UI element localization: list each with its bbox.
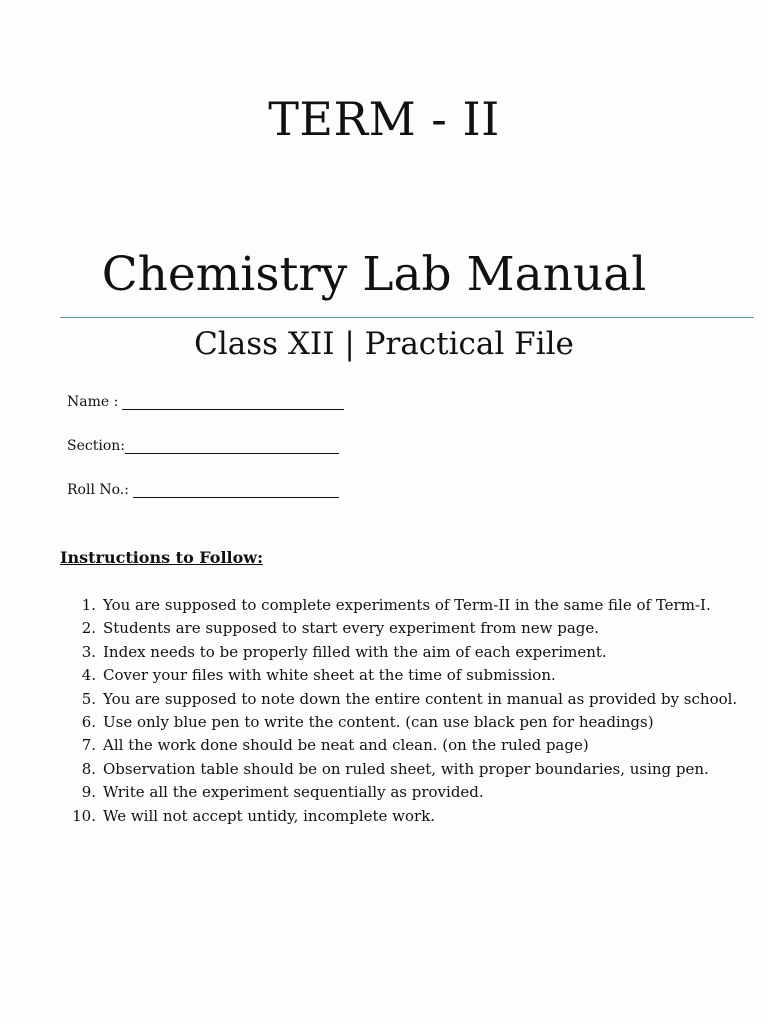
list-item-text: Observation table should be on ruled sheet, with proper boundaries, using pen.: [103, 759, 709, 778]
list-item: [60, 594, 746, 617]
list-item: [60, 664, 746, 687]
section-field: [67, 438, 339, 454]
list-item-text: Index needs to be properly filled with the aim of each experiment.: [103, 642, 607, 661]
list-item: [60, 617, 746, 640]
list-item-number: 10.: [72, 806, 96, 825]
list-item-text: Students are supposed to start every experiment from new page.: [103, 619, 600, 638]
name-blank-line: [122, 395, 344, 410]
list-item-number: 8.: [81, 759, 96, 778]
list-item-text: You are supposed to complete experiments of Term-II in the same file of Term-I.: [103, 596, 711, 614]
list-item: [60, 805, 746, 828]
instructions-heading: Instructions to Follow:: [60, 548, 263, 567]
list-item: [60, 641, 746, 664]
list-item: [60, 758, 746, 781]
name-label: Name :: [67, 394, 119, 410]
list-item-text: Write all the experiment sequentially as provided.: [103, 783, 484, 802]
list-item-number: 2.: [81, 619, 96, 638]
term-title: TERM - II: [268, 92, 500, 146]
section-blank-line: [125, 439, 339, 454]
list-item-number: 1.: [81, 596, 96, 614]
manual-subtitle: Class XII | Practical File: [194, 326, 574, 362]
list-item-number: 3.: [81, 642, 96, 661]
list-item-text: You are supposed to note down the entire content in manual as provided by school.: [103, 689, 738, 708]
section-label: Section:: [67, 438, 125, 454]
title-divider: [60, 317, 754, 318]
roll-number-blank-line: [133, 483, 339, 498]
list-item-number: 7.: [81, 736, 96, 755]
list-item-text: All the work done should be neat and clean. (on the ruled page): [103, 736, 589, 755]
list-item: [60, 711, 746, 734]
list-item: [60, 688, 746, 711]
list-item-text: Use only blue pen to write the content. (can use black pen for headings): [103, 713, 654, 732]
list-item-text: We will not accept untidy, incomplete work.: [103, 806, 436, 825]
manual-title: Chemistry Lab Manual: [101, 247, 647, 302]
instructions-list: [60, 594, 746, 828]
roll-number-label: Roll No.:: [67, 482, 129, 498]
roll-number-field: [67, 482, 339, 498]
list-item: [60, 734, 746, 757]
list-item: [60, 781, 746, 804]
list-item-text: Cover your files with white sheet at the time of submission.: [103, 666, 556, 685]
list-item-number: 9.: [81, 783, 96, 802]
list-item-number: 5.: [81, 689, 96, 708]
list-item-number: 6.: [81, 713, 96, 732]
list-item-number: 4.: [81, 666, 96, 685]
name-field: [67, 394, 344, 410]
